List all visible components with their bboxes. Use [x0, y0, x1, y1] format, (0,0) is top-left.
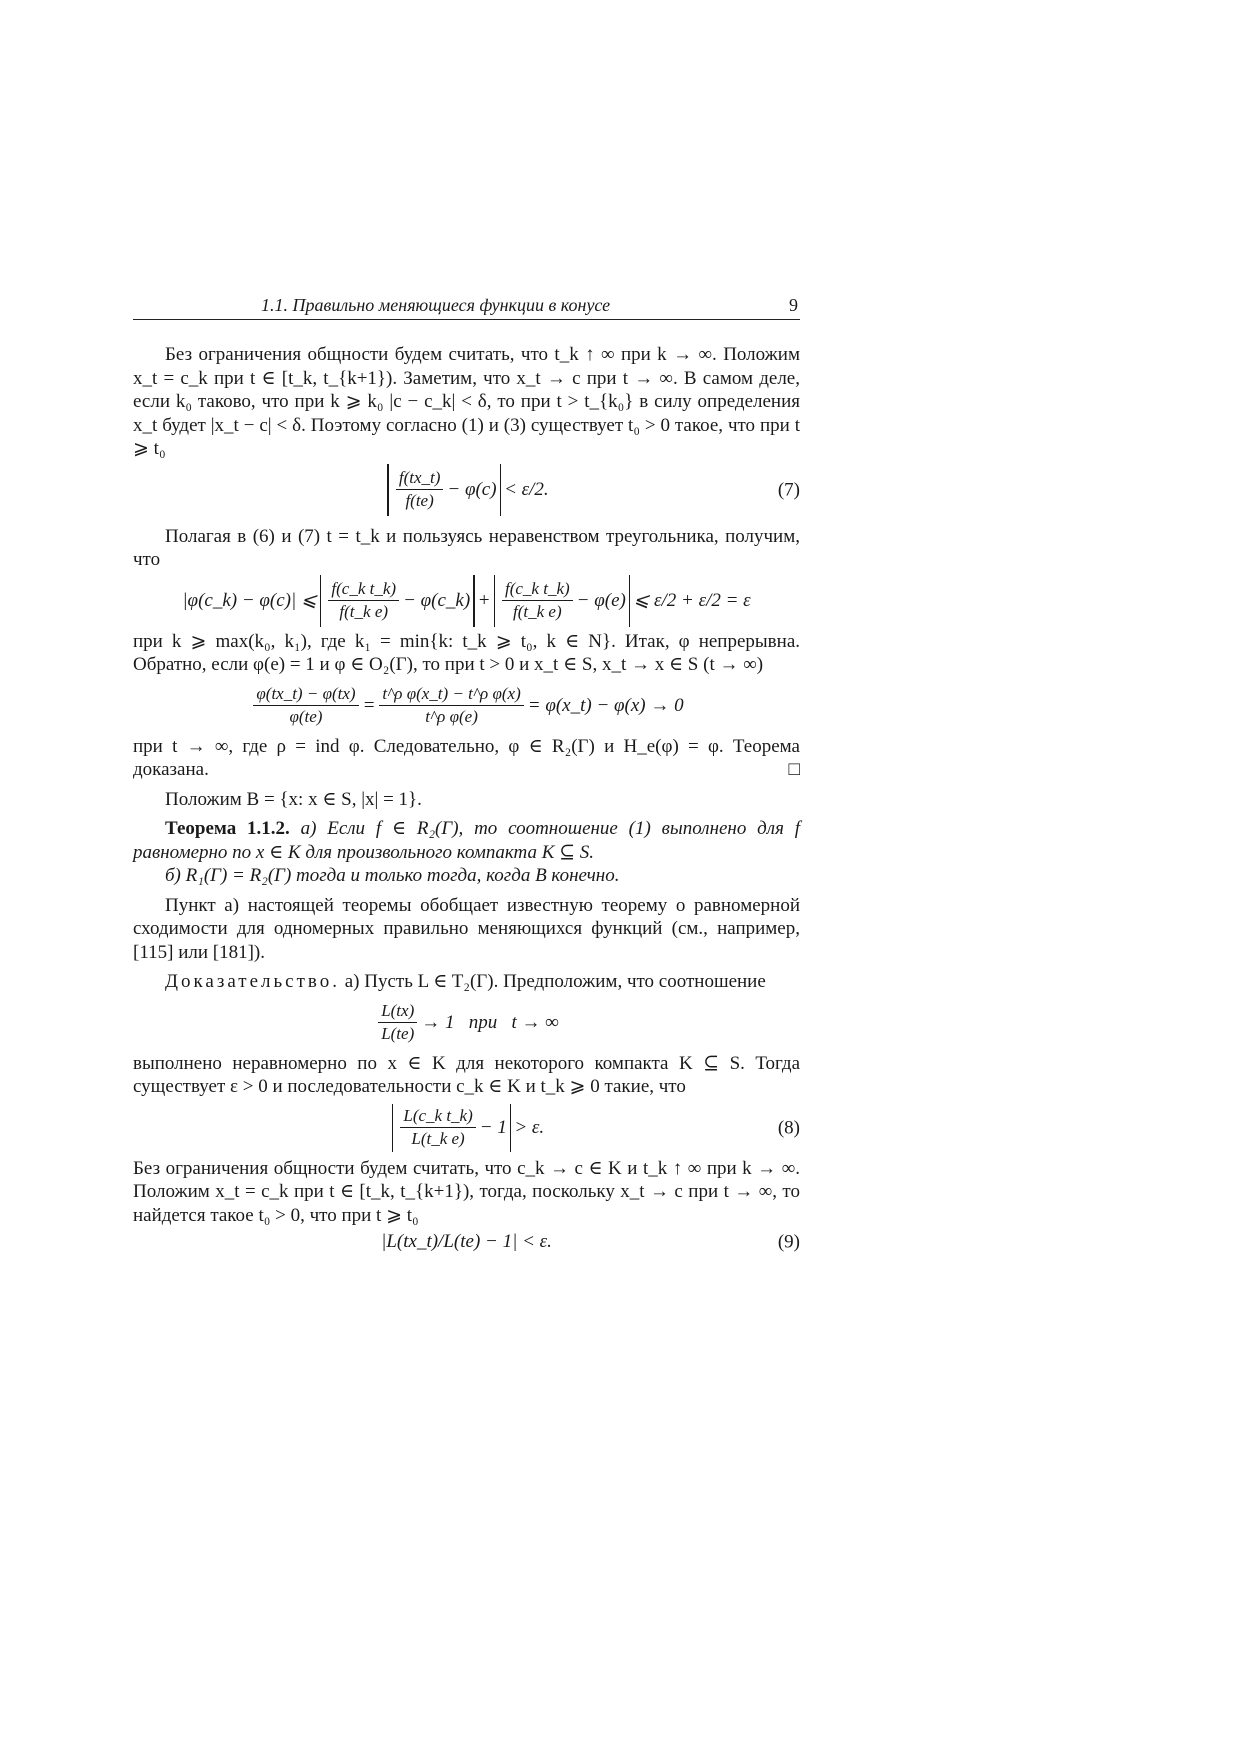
paragraph-4: при t → ∞, где ρ = ind φ. Следовательно, φ ∈ R₂(Γ) и H_e(φ) = φ. Теорема доказана. □ — [133, 735, 800, 780]
page-number: 9 — [789, 295, 798, 315]
equation-number: (8) — [777, 1116, 800, 1138]
equation-convergence: $\frac{\varphi(tx\_t) - \varphi(tx)}{\varphi(te)}$ = $\frac{\text{t\textasciicircum{}ρ φ(x\_t) − t\textasciicircum{}ρ φ(x)}}{\text{t\textasciicircum{}ρ φ(e)}}$ = φ(x_t) − φ(x) → 0 — [133, 677, 800, 735]
running-header — [133, 295, 800, 320]
paragraph-5: Положим B = {x: x ∈ S, |x| = 1}. — [165, 788, 422, 810]
theorem-part-a: а) Если f ∈ R₂(Γ), то соотношение (1) выполнено для f равномерно по x ∈ K для произвольного компакта K ⊆ S. — [133, 818, 800, 863]
section-title: 1.1. Правильно меняющиеся функции в конусе — [261, 295, 611, 315]
abs-bar-left — [387, 464, 389, 516]
paragraph-7: выполнено неравномерно по x ∈ K для некоторого компакта K ⊆ S. Тогда существует ε > 0 и последовательности c_k ∈ K и t_k ⩾ 0 такие, что — [133, 1052, 800, 1097]
equation-triangle: |φ(c_k) − φ(c)| ⩽ $\frac{\text{f(c\_k t\_k)}}{\text{f(t\_k e)}}$ − φ(c_k) + $\frac{\text{f(c\_k t\_k)}}{\text{f(t\_k e)}}$ − φ(e) ⩽ ε/2 + ε/2 = ε — [133, 572, 800, 630]
paragraph-3: при k ⩾ max(k₀, k₁), где k₁ = min{k: t_k ⩾ t₀, k ∈ N}. Итак, φ непрерывна. Обратно, если φ(e) = 1 и φ ∈ O₂(Γ), то при t > 0 и x_t ∈ S, x_t → x ∈ S (t → ∞) — [133, 630, 800, 675]
proof-label: Доказательство. — [165, 971, 340, 992]
paragraph-2: Полагая в (6) и (7) t = t_k и пользуясь неравенством треугольника, получим, что — [133, 525, 800, 570]
page-body — [133, 343, 800, 1257]
equation-number: (9) — [777, 1231, 800, 1253]
equation-number: (7) — [777, 478, 800, 500]
paragraph-6: Пункт а) настоящей теоремы обобщает известную теорему о равномерной сходимости для одномерных правильно меняющихся функций (см., например, [115] или [181]). — [133, 894, 800, 963]
theorem-1-1-2 — [133, 817, 800, 864]
equation-8: $\frac{\text{L(c\_k t\_k)}}{\text{L(t\_k e)}}$ − 1 > ε. (8) — [133, 1099, 800, 1157]
proof-start: Доказательство. а) Пусть L ∈ T₂(Γ). Предположим, что соотношение — [165, 971, 766, 992]
theorem-label: Теорема 1.1.2. — [165, 818, 290, 839]
equation-L: $\frac{L(tx)}{L(te)}$ → 1 при t → ∞ — [133, 994, 800, 1052]
paragraph-8: Без ограничения общности будем считать, что c_k → c ∈ K и t_k ↑ ∞ при k → ∞. Положим x_t = c_k при t ∈ [t_k, t_{k+1}), тогда, поскольку x_t → c при t → ∞, то найдется такое t₀ > 0, что при t ⩾ t₀ — [133, 1157, 800, 1226]
fraction: $\frac{f(tx\_t)}{f(te)}$ — [396, 467, 444, 512]
equation-7: $\frac{f(tx\_t)}{f(te)}$ − φ(c) < ε/2. (7) — [133, 461, 800, 519]
theorem-part-b: б) R₁(Γ) = R₂(Γ) тогда и только тогда, когда B конечно. — [165, 865, 620, 886]
abs-bar-right — [500, 464, 502, 516]
qed-square: □ — [788, 759, 800, 780]
paragraph-1: Без ограничения общности будем считать, что t_k ↑ ∞ при k → ∞. Положим x_t = c_k при t ∈ [t_k, t_{k+1}). Заметим, что x_t → c при t → ∞. В самом деле, если k₀ таково, что при k ⩾ k₀ |c − c_k| < δ, то при t > t_{k₀} в силу определения x_t будет |x_t − c| < δ. Поэтому согласно (1) и (3) существует t₀ > 0 такое, что при t ⩾ t₀ — [133, 344, 800, 459]
equation-9: |L(tx_t)/L(te) − 1| < ε. (9) — [381, 1231, 800, 1253]
